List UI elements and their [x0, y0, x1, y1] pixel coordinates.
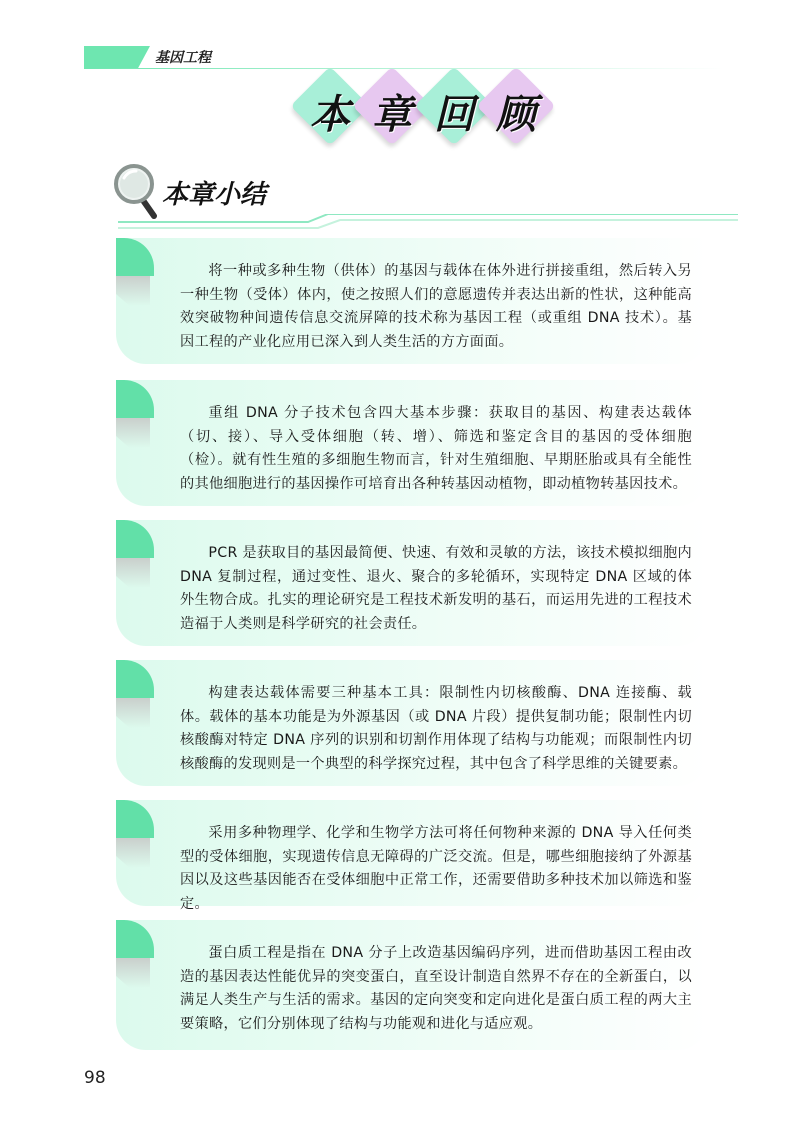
summary-box-5 [116, 800, 708, 912]
box-corner-marker [116, 238, 154, 276]
title-char-4: 顾 [496, 92, 536, 138]
title-char-3: 回 [434, 92, 474, 138]
title-char-2: 章 [372, 92, 412, 138]
summary-paragraph-2: 重组 DNA 分子技术包含四大基本步骤：获取目的基因、构建表达载体（切、接）、导入受体细胞（转、增）、筛选和鉴定含目的基因的受体细胞（检）。就有性生殖的多细胞生物而言，针对生殖细胞、早期胚胎或具有全能性的其他细胞进行的基因操作可培育出各种转基因动植物，即动植物转基因技术。 [180, 405, 692, 492]
box-corner-shade [116, 838, 150, 868]
box-corner-marker [116, 380, 154, 418]
section-title: 本章小结 [162, 180, 267, 210]
box-corner-marker [116, 920, 154, 958]
header-tab-marker [84, 46, 150, 68]
summary-box-4 [116, 660, 708, 786]
summary-paragraph-5: 采用多种物理学、化学和生物学方法可将任何物种来源的 DNA 导入任何类型的受体细胞，实现遗传信息无障碍的广泛交流。但是，哪些细胞接纳了外源基因以及这些基因能否在受体细胞中正常工作，还需要借助多种技术加以筛选和鉴定。 [180, 825, 692, 912]
box-corner-shade [116, 958, 150, 988]
chapter-title [290, 60, 550, 160]
title-char-1: 本 [310, 92, 350, 138]
page-number: 98 [84, 1068, 106, 1088]
summary-paragraph-3: PCR 是获取目的基因最简便、快速、有效和灵敏的方法，该技术模拟细胞内 DNA 复制过程，通过变性、退火、聚合的多轮循环，实现特定 DNA 区域的体外生物合成。扎实的理论研究是工程技术新发明的基石，而运用先进的工程技术造福于人类则是科学研究的社会责任。 [180, 545, 692, 632]
title-diamond-4 [476, 66, 556, 146]
section-underline [118, 214, 738, 234]
summary-box-6 [116, 920, 708, 1050]
box-corner-shade [116, 418, 150, 448]
box-corner-shade [116, 698, 150, 728]
box-corner-marker [116, 800, 154, 838]
summary-paragraph-1: 将一种或多种生物（供体）的基因与载体在体外进行拼接重组，然后转入另一种生物（受体）体内，使之按照人们的意愿遗传并表达出新的性状，这种能高效突破物种间遗传信息交流屏障的技术称为基因工程（或重组 DNA 技术）。基因工程的产业化应用已深入到人类生活的方方面面。 [180, 263, 692, 350]
box-corner-marker [116, 520, 154, 558]
summary-paragraph-6: 蛋白质工程是指在 DNA 分子上改造基因编码序列，进而借助基因工程由改造的基因表达性能优异的突变蛋白，直至设计制造自然界不存在的全新蛋白，以满足人类生产与生活的需求。基因的定向突变和定向进化是蛋白质工程的两大主要策略，它们分别体现了结构与功能观和进化与适应观。 [180, 945, 692, 1032]
summary-box-1 [116, 238, 708, 364]
box-corner-shade [116, 276, 150, 306]
box-corner-marker [116, 660, 154, 698]
summary-paragraph-4: 构建表达载体需要三种基本工具：限制性内切核酸酶、DNA 连接酶、载体。载体的基本功能是为外源基因（或 DNA 片段）提供复制功能；限制性内切核酸酶对特定 DNA 序列的识别和切割作用体现了结构与功能观；而限制性内切核酸酶的发现则是一个典型的科学探究过程，其中包含了科学思维的关键要素。 [180, 685, 692, 772]
header-label: 基因工程 [155, 50, 211, 66]
summary-box-3 [116, 520, 708, 646]
summary-box-2 [116, 380, 708, 506]
box-corner-shade [116, 558, 150, 588]
